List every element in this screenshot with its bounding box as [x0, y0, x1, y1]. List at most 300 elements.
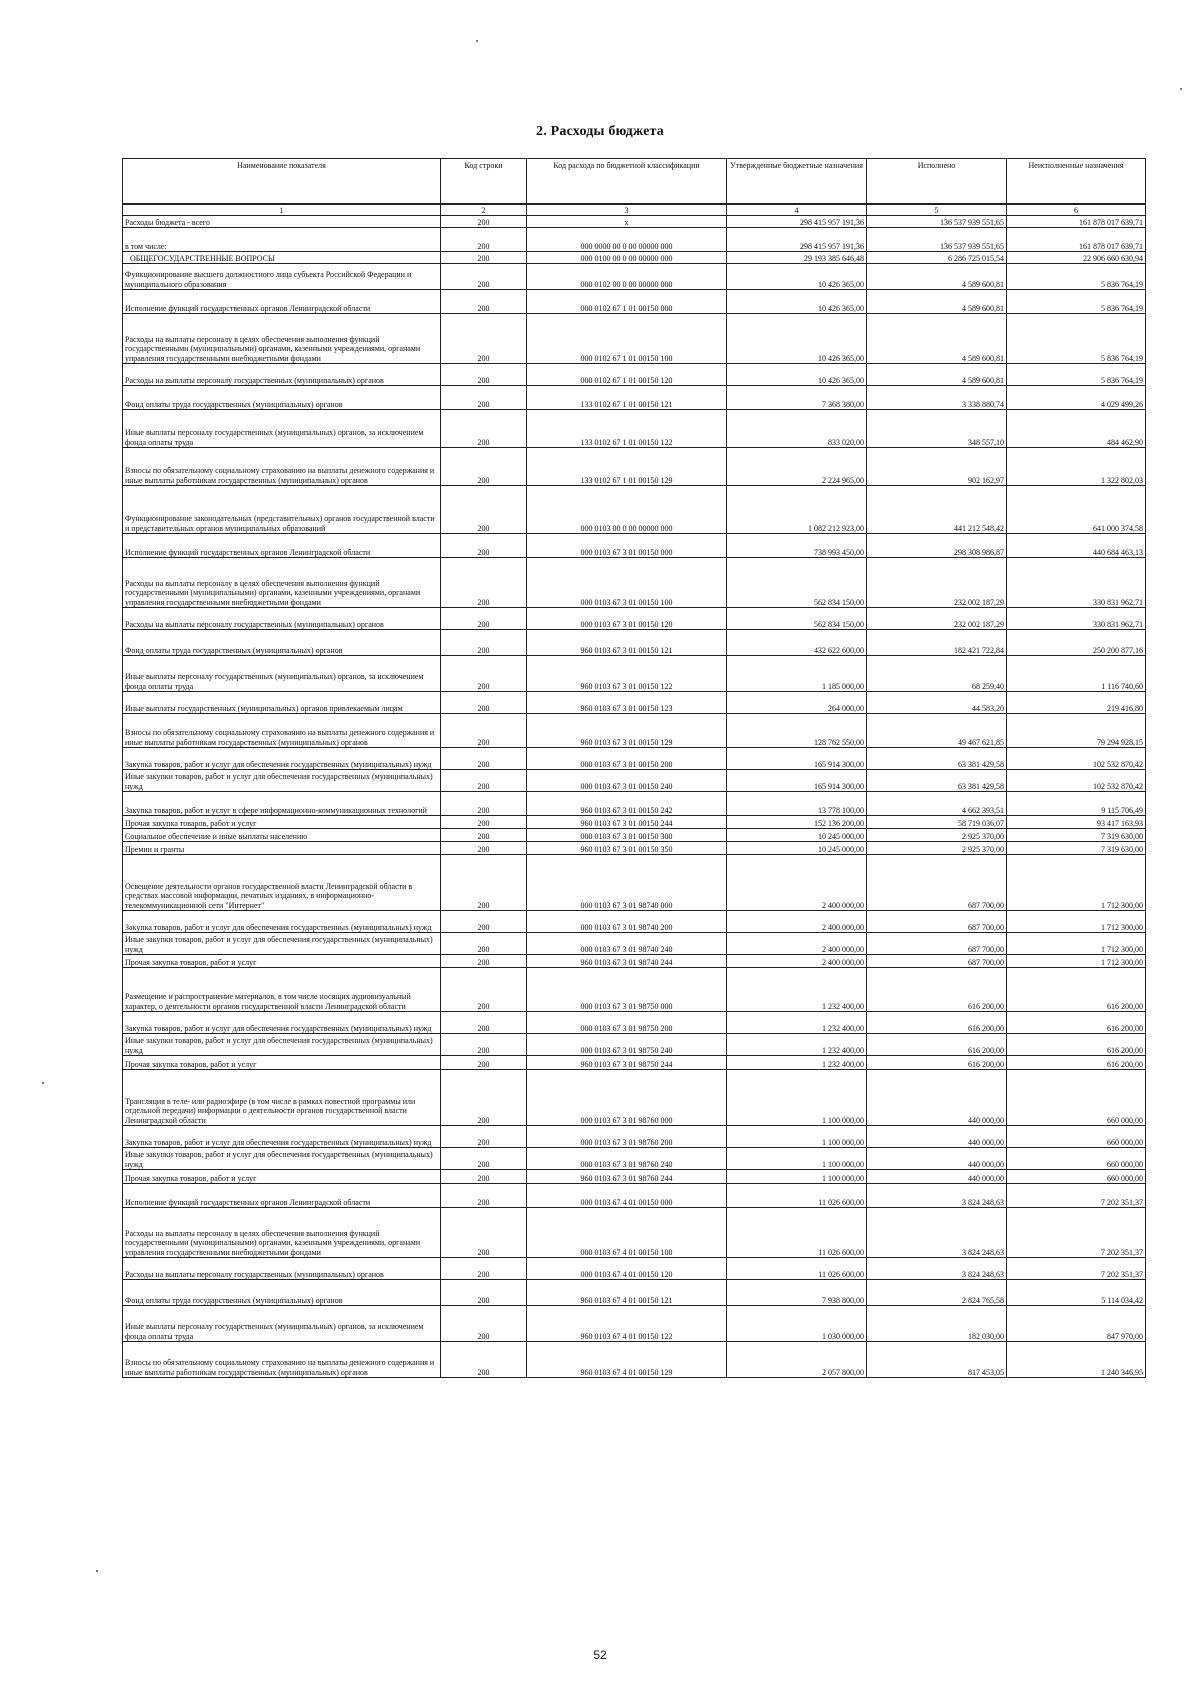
row-name: Иные выплаты персоналу государственных (муниципальных) органов, за исключением фонда оплаты труда	[123, 410, 441, 448]
row-unexecuted: 1 712 300,00	[1007, 855, 1146, 911]
table-row	[123, 608, 1146, 630]
row-unexecuted: 7 319 630,00	[1007, 829, 1146, 842]
row-classification-code: 960 0103 67 3 01 00150 242	[527, 792, 727, 816]
table-row	[123, 816, 1146, 829]
row-name: Иные выплаты государственных (муниципальных) органов привлекаемым лицам	[123, 692, 441, 714]
table-row	[123, 1342, 1146, 1378]
table-row	[123, 264, 1146, 290]
row-executed: 4 589 600,81	[867, 264, 1007, 290]
row-unexecuted: 9 115 706,49	[1007, 792, 1146, 816]
row-approved: 1 232 400,00	[727, 1012, 867, 1034]
table-row	[123, 1126, 1146, 1148]
row-executed: 4 662 393,51	[867, 792, 1007, 816]
table-row	[123, 911, 1146, 933]
row-line-code: 200	[441, 1056, 527, 1070]
row-approved: 833 020,00	[727, 410, 867, 448]
table-row	[123, 364, 1146, 386]
column-header-executed: Исполнено	[867, 159, 1007, 205]
row-line-code: 200	[441, 1280, 527, 1306]
row-line-code: 200	[441, 1184, 527, 1208]
row-executed: 687 700,00	[867, 911, 1007, 933]
row-approved: 11 026 600,00	[727, 1184, 867, 1208]
row-line-code: 200	[441, 816, 527, 829]
table-row	[123, 290, 1146, 314]
row-name: Иные закупки товаров, работ и услуг для обеспечения государственных (муниципальных) нужд	[123, 770, 441, 792]
row-executed: 63 381 429,58	[867, 770, 1007, 792]
row-unexecuted: 1 240 346,95	[1007, 1342, 1146, 1378]
row-name: Расходы бюджета - всего	[123, 216, 441, 228]
row-approved: 1 100 000,00	[727, 1070, 867, 1126]
row-approved: 562 834 150,00	[727, 608, 867, 630]
table-row	[123, 656, 1146, 692]
row-line-code: 200	[441, 216, 527, 228]
row-approved: 1 100 000,00	[727, 1148, 867, 1170]
row-line-code: 200	[441, 933, 527, 955]
table-header-row	[123, 159, 1146, 205]
row-executed: 3 824 248,63	[867, 1184, 1007, 1208]
row-name: Закупка товаров, работ и услуг для обеспечения государственных (муниципальных) нужд	[123, 1012, 441, 1034]
row-unexecuted: 7 202 351,37	[1007, 1258, 1146, 1280]
column-number-row	[123, 204, 1146, 216]
row-unexecuted: 641 000 374,58	[1007, 486, 1146, 534]
row-approved: 562 834 150,00	[727, 558, 867, 608]
row-executed: 440 000,00	[867, 1126, 1007, 1148]
row-line-code: 200	[441, 1012, 527, 1034]
row-classification-code: 960 0103 67 3 01 98750 244	[527, 1056, 727, 1070]
row-classification-code: 000 0103 67 3 01 00150 240	[527, 770, 727, 792]
row-name: Исполнение функций государственных органов Ленинградской области	[123, 534, 441, 558]
table-row	[123, 630, 1146, 656]
row-unexecuted: 93 417 163,93	[1007, 816, 1146, 829]
row-line-code: 200	[441, 252, 527, 264]
row-executed: 3 824 248,63	[867, 1258, 1007, 1280]
row-unexecuted: 7 202 351,37	[1007, 1208, 1146, 1258]
table-row	[123, 748, 1146, 770]
column-number: 3	[527, 204, 727, 216]
scan-speck	[42, 1082, 44, 1084]
row-classification-code: 000 0103 67 3 01 00150 200	[527, 748, 727, 770]
row-line-code: 200	[441, 290, 527, 314]
row-unexecuted: 616 200,00	[1007, 1034, 1146, 1056]
row-approved: 264 000,00	[727, 692, 867, 714]
row-unexecuted: 1 116 740,60	[1007, 656, 1146, 692]
table-row	[123, 770, 1146, 792]
table-row	[123, 252, 1146, 264]
row-classification-code: 000 0103 67 3 01 98740 240	[527, 933, 727, 955]
row-approved: 1 030 000,00	[727, 1306, 867, 1342]
row-line-code: 200	[441, 264, 527, 290]
column-header-name: Наименование показателя	[123, 159, 441, 205]
row-classification-code: 000 0103 67 3 01 98750 000	[527, 968, 727, 1012]
row-approved: 1 232 400,00	[727, 1056, 867, 1070]
row-approved: 7 368 380,00	[727, 386, 867, 410]
row-approved: 7 938 800,00	[727, 1280, 867, 1306]
row-classification-code: 960 0103 67 4 01 00150 121	[527, 1280, 727, 1306]
row-executed: 2 925 370,00	[867, 842, 1007, 855]
row-line-code: 200	[441, 410, 527, 448]
row-classification-code: 000 0103 67 3 01 00150 100	[527, 558, 727, 608]
row-approved: 2 224 965,00	[727, 448, 867, 486]
row-unexecuted: 7 202 351,37	[1007, 1184, 1146, 1208]
row-line-code: 200	[441, 855, 527, 911]
row-approved: 165 914 300,00	[727, 748, 867, 770]
column-header-classification-code: Код расхода по бюджетной классификации	[527, 159, 727, 205]
row-classification-code: 000 0000 00 0 00 00000 000	[527, 228, 727, 252]
row-name: Иные закупки товаров, работ и услуг для обеспечения государственных (муниципальных) нужд	[123, 1034, 441, 1056]
column-header-line-code: Код строки	[441, 159, 527, 205]
row-executed: 4 589 600,81	[867, 290, 1007, 314]
row-line-code: 200	[441, 630, 527, 656]
row-name: Исполнение функций государственных органов Ленинградской области	[123, 290, 441, 314]
row-classification-code: 000 0103 67 3 01 98750 240	[527, 1034, 727, 1056]
row-name: Фонд оплаты труда государственных (муниципальных) органов	[123, 630, 441, 656]
table-row	[123, 714, 1146, 748]
row-executed: 68 259,40	[867, 656, 1007, 692]
scan-speck	[1180, 88, 1182, 90]
table-row	[123, 692, 1146, 714]
row-unexecuted: 1 712 300,00	[1007, 911, 1146, 933]
table-row	[123, 855, 1146, 911]
table-row	[123, 1258, 1146, 1280]
row-approved: 738 993 450,00	[727, 534, 867, 558]
row-name: Расходы на выплаты персоналу государственных (муниципальных) органов	[123, 608, 441, 630]
table-row	[123, 1070, 1146, 1126]
row-executed: 687 700,00	[867, 955, 1007, 968]
row-classification-code: 000 0103 67 4 01 00150 100	[527, 1208, 727, 1258]
row-approved: 298 415 957 191,36	[727, 216, 867, 228]
row-classification-code: 133 0102 67 1 01 00150 129	[527, 448, 727, 486]
table-row	[123, 955, 1146, 968]
table-row	[123, 314, 1146, 364]
scan-speck	[476, 40, 478, 42]
row-approved: 11 026 600,00	[727, 1258, 867, 1280]
row-approved: 1 232 400,00	[727, 1034, 867, 1056]
row-classification-code: 960 0103 67 4 01 00150 122	[527, 1306, 727, 1342]
row-unexecuted: 5 836 764,19	[1007, 314, 1146, 364]
table-row	[123, 933, 1146, 955]
row-line-code: 200	[441, 968, 527, 1012]
row-classification-code: 960 0103 67 3 01 00150 122	[527, 656, 727, 692]
table-row	[123, 1184, 1146, 1208]
row-executed: 440 000,00	[867, 1070, 1007, 1126]
row-approved: 2 400 000,00	[727, 933, 867, 955]
row-approved: 13 778 100,00	[727, 792, 867, 816]
column-number: 2	[441, 204, 527, 216]
row-approved: 128 762 550,00	[727, 714, 867, 748]
row-executed: 136 537 939 551,65	[867, 216, 1007, 228]
row-unexecuted: 616 200,00	[1007, 1012, 1146, 1034]
row-executed: 3 338 880,74	[867, 386, 1007, 410]
row-classification-code: 000 0103 67 3 01 98760 200	[527, 1126, 727, 1148]
row-unexecuted: 5 114 034,42	[1007, 1280, 1146, 1306]
row-unexecuted: 1 322 802,03	[1007, 448, 1146, 486]
row-executed: 817 453,05	[867, 1342, 1007, 1378]
row-name: Иные выплаты персоналу государственных (муниципальных) органов, за исключением фонда оплаты труда	[123, 1306, 441, 1342]
row-unexecuted: 22 906 660 630,94	[1007, 252, 1146, 264]
row-classification-code: 960 0103 67 4 01 00150 129	[527, 1342, 727, 1378]
row-executed: 902 162,97	[867, 448, 1007, 486]
row-executed: 616 200,00	[867, 1056, 1007, 1070]
row-unexecuted: 1 712 300,00	[1007, 955, 1146, 968]
row-classification-code: 960 0103 67 3 01 98760 244	[527, 1170, 727, 1184]
page-title: 2. Расходы бюджета	[536, 124, 664, 139]
row-unexecuted: 219 416,80	[1007, 692, 1146, 714]
row-unexecuted: 5 836 764,19	[1007, 364, 1146, 386]
row-line-code: 200	[441, 792, 527, 816]
row-line-code: 200	[441, 486, 527, 534]
row-line-code: 200	[441, 314, 527, 364]
row-name: Расходы на выплаты персоналу государственных (муниципальных) органов	[123, 1258, 441, 1280]
row-name: Иные закупки товаров, работ и услуг для обеспечения государственных (муниципальных) нужд	[123, 1148, 441, 1170]
table-row	[123, 792, 1146, 816]
row-executed: 2 824 765,58	[867, 1280, 1007, 1306]
row-classification-code: 000 0103 67 3 01 00150 000	[527, 534, 727, 558]
row-unexecuted: 616 200,00	[1007, 968, 1146, 1012]
row-executed: 687 700,00	[867, 855, 1007, 911]
row-line-code: 200	[441, 1208, 527, 1258]
row-unexecuted: 161 878 017 639,71	[1007, 228, 1146, 252]
row-unexecuted: 847 970,00	[1007, 1306, 1146, 1342]
row-approved: 1 232 400,00	[727, 968, 867, 1012]
row-executed: 616 200,00	[867, 968, 1007, 1012]
row-line-code: 200	[441, 608, 527, 630]
row-line-code: 200	[441, 1306, 527, 1342]
row-classification-code: 960 0103 67 3 01 00150 121	[527, 630, 727, 656]
table-row	[123, 1208, 1146, 1258]
page-number: 52	[593, 1648, 607, 1662]
row-classification-code: 000 0103 67 4 01 00150 120	[527, 1258, 727, 1280]
row-unexecuted: 616 200,00	[1007, 1056, 1146, 1070]
table-row	[123, 1034, 1146, 1056]
row-unexecuted: 5 836 764,19	[1007, 290, 1146, 314]
row-classification-code: 000 0103 67 3 01 00150 120	[527, 608, 727, 630]
row-unexecuted: 1 712 300,00	[1007, 933, 1146, 955]
row-classification-code: 000 0103 00 0 00 00000 000	[527, 486, 727, 534]
table-row	[123, 1056, 1146, 1070]
table-row	[123, 1148, 1146, 1170]
table-row	[123, 968, 1146, 1012]
row-unexecuted: 7 319 630,00	[1007, 842, 1146, 855]
row-approved: 1 100 000,00	[727, 1126, 867, 1148]
row-unexecuted: 330 831 962,71	[1007, 558, 1146, 608]
table-row	[123, 1306, 1146, 1342]
row-approved: 152 136 200,00	[727, 816, 867, 829]
row-unexecuted: 660 000,00	[1007, 1126, 1146, 1148]
row-classification-code: 000 0102 67 1 01 00150 120	[527, 364, 727, 386]
row-approved: 10 245 000,00	[727, 842, 867, 855]
row-name: Освещение деятельности органов государственной власти Ленинградской области в средствах массовой информации, печатных изданиях, в информационно-телекоммуникационной сети "Интернет"	[123, 855, 441, 911]
column-number: 4	[727, 204, 867, 216]
row-executed: 348 557,10	[867, 410, 1007, 448]
row-executed: 63 381 429,58	[867, 748, 1007, 770]
row-classification-code: 000 0102 67 1 01 00150 100	[527, 314, 727, 364]
row-unexecuted: 660 000,00	[1007, 1070, 1146, 1126]
row-line-code: 200	[441, 911, 527, 933]
row-line-code: 200	[441, 534, 527, 558]
row-line-code: 200	[441, 748, 527, 770]
row-line-code: 200	[441, 448, 527, 486]
table-row	[123, 228, 1146, 252]
row-name: Функционирование высшего должностного лица субъекта Российской Федерации и муниципального образования	[123, 264, 441, 290]
row-approved: 10 426 365,00	[727, 364, 867, 386]
table-row	[123, 1280, 1146, 1306]
row-line-code: 200	[441, 714, 527, 748]
row-classification-code: 000 0100 00 0 00 00000 000	[527, 252, 727, 264]
row-classification-code: 000 0103 67 3 01 98760 000	[527, 1070, 727, 1126]
row-line-code: 200	[441, 1034, 527, 1056]
row-approved: 2 400 000,00	[727, 955, 867, 968]
row-executed: 440 000,00	[867, 1148, 1007, 1170]
row-line-code: 200	[441, 1070, 527, 1126]
row-name: Прочая закупка товаров, работ и услуг	[123, 955, 441, 968]
row-approved: 1 100 000,00	[727, 1170, 867, 1184]
scan-speck	[96, 1570, 98, 1572]
row-classification-code: 960 0103 67 3 01 00150 244	[527, 816, 727, 829]
row-approved: 29 193 385 646,48	[727, 252, 867, 264]
row-approved: 1 185 000,00	[727, 656, 867, 692]
row-classification-code: 960 0103 67 3 01 00150 129	[527, 714, 727, 748]
column-header-approved: Утвержденные бюджетные назначения	[727, 159, 867, 205]
row-name: Закупка товаров, работ и услуг в сфере информационно-коммуникационных технологий	[123, 792, 441, 816]
row-executed: 616 200,00	[867, 1034, 1007, 1056]
row-executed: 441 212 548,42	[867, 486, 1007, 534]
row-classification-code: 000 0102 67 1 01 00150 000	[527, 290, 727, 314]
column-header-unexecuted: Неисполненные назначения	[1007, 159, 1146, 205]
row-name: Закупка товаров, работ и услуг для обеспечения государственных (муниципальных) нужд	[123, 1126, 441, 1148]
row-approved: 298 415 957 191,36	[727, 228, 867, 252]
row-executed: 4 589 600,81	[867, 314, 1007, 364]
row-classification-code: 000 0103 67 4 01 00150 000	[527, 1184, 727, 1208]
row-approved: 2 400 000,00	[727, 911, 867, 933]
table-row	[123, 410, 1146, 448]
row-name: Прочая закупка товаров, работ и услуг	[123, 816, 441, 829]
row-executed: 616 200,00	[867, 1012, 1007, 1034]
row-classification-code: 000 0103 67 3 01 98760 240	[527, 1148, 727, 1170]
row-classification-code: 133 0102 67 1 01 00150 122	[527, 410, 727, 448]
table-row	[123, 1170, 1146, 1184]
row-approved: 10 426 365,00	[727, 290, 867, 314]
row-line-code: 200	[441, 558, 527, 608]
row-executed: 182 421 722,84	[867, 630, 1007, 656]
row-line-code: 200	[441, 829, 527, 842]
row-unexecuted: 4 029 499,26	[1007, 386, 1146, 410]
row-name: Иные выплаты персоналу государственных (муниципальных) органов, за исключением фонда оплаты труда	[123, 656, 441, 692]
row-name: Прочая закупка товаров, работ и услуг	[123, 1056, 441, 1070]
row-name: Прочая закупка товаров, работ и услуг	[123, 1170, 441, 1184]
row-unexecuted: 660 000,00	[1007, 1148, 1146, 1170]
row-line-code: 200	[441, 842, 527, 855]
row-unexecuted: 79 294 928,15	[1007, 714, 1146, 748]
table-row	[123, 534, 1146, 558]
row-name: Взносы по обязательному социальному страхованию на выплаты денежного содержания и иные выплаты работникам государственных (муниципальных) органов	[123, 1342, 441, 1378]
row-approved: 2 400 000,00	[727, 855, 867, 911]
row-name: Расходы на выплаты персоналу государственных (муниципальных) органов	[123, 364, 441, 386]
table-row	[123, 386, 1146, 410]
row-executed: 44 583,20	[867, 692, 1007, 714]
row-name: Иные закупки товаров, работ и услуг для обеспечения государственных (муниципальных) нужд	[123, 933, 441, 955]
row-classification-code: 000 0103 67 3 01 98740 200	[527, 911, 727, 933]
row-classification-code: 000 0103 67 3 01 98750 200	[527, 1012, 727, 1034]
row-executed: 6 286 725 015,54	[867, 252, 1007, 264]
table-row	[123, 1012, 1146, 1034]
row-unexecuted: 484 462,90	[1007, 410, 1146, 448]
row-line-code: 200	[441, 364, 527, 386]
row-executed: 58 719 036,07	[867, 816, 1007, 829]
row-unexecuted: 250 200 877,16	[1007, 630, 1146, 656]
row-executed: 440 000,00	[867, 1170, 1007, 1184]
row-executed: 232 002 187,29	[867, 608, 1007, 630]
row-approved: 10 426 365,00	[727, 264, 867, 290]
row-name: Премии и гранты	[123, 842, 441, 855]
row-line-code: 200	[441, 955, 527, 968]
row-name: Расходы на выплаты персоналу в целях обеспечения выполнения функций государственными (муниципальными) органами, казенными учреждениями, органами управления государственными внебюджетными фондами	[123, 558, 441, 608]
row-executed: 4 589 600,81	[867, 364, 1007, 386]
row-name: Функционирование законодательных (представительных) органов государственной власти и представительных органов муниципальных образований	[123, 486, 441, 534]
row-approved: 165 914 300,00	[727, 770, 867, 792]
row-name: Фонд оплаты труда государственных (муниципальных) органов	[123, 1280, 441, 1306]
row-classification-code: 000 0102 00 0 00 00000 000	[527, 264, 727, 290]
table-row	[123, 829, 1146, 842]
row-unexecuted: 440 684 463,13	[1007, 534, 1146, 558]
row-name: Фонд оплаты труда государственных (муниципальных) органов	[123, 386, 441, 410]
row-line-code: 200	[441, 1148, 527, 1170]
row-name: Социальное обеспечение и иные выплаты населению	[123, 829, 441, 842]
row-name: Расходы на выплаты персоналу в целях обеспечения выполнения функций государственными (муниципальными) органами, казенными учреждениями, органами управления государственными внебюджетными фондами	[123, 314, 441, 364]
row-line-code: 200	[441, 692, 527, 714]
row-executed: 232 002 187,29	[867, 558, 1007, 608]
row-classification-code: 960 0103 67 3 01 00150 123	[527, 692, 727, 714]
row-classification-code: 960 0103 67 3 01 00150 350	[527, 842, 727, 855]
row-executed: 3 824 248,63	[867, 1208, 1007, 1258]
row-executed: 182 030,00	[867, 1306, 1007, 1342]
table-row	[123, 216, 1146, 228]
row-name: ОБЩЕГОСУДАРСТВЕННЫЕ ВОПРОСЫ	[123, 252, 441, 264]
row-line-code: 200	[441, 386, 527, 410]
row-unexecuted: 5 836 764,19	[1007, 264, 1146, 290]
row-name: Размещение и распространение материалов, в том числе носящих аудиовизуальный характер, о деятельности органов государственной власти Ленинградской области	[123, 968, 441, 1012]
row-approved: 2 057 800,00	[727, 1342, 867, 1378]
row-line-code: 200	[441, 1342, 527, 1378]
row-classification-code: x	[527, 216, 727, 228]
column-number: 6	[1007, 204, 1146, 216]
row-classification-code: 960 0103 67 3 01 98740 244	[527, 955, 727, 968]
row-approved: 11 026 600,00	[727, 1208, 867, 1258]
row-approved: 1 082 212 923,00	[727, 486, 867, 534]
column-number: 5	[867, 204, 1007, 216]
row-unexecuted: 102 532 870,42	[1007, 770, 1146, 792]
row-line-code: 200	[441, 1126, 527, 1148]
row-line-code: 200	[441, 1258, 527, 1280]
row-unexecuted: 102 532 870,42	[1007, 748, 1146, 770]
row-classification-code: 000 0103 67 3 01 98740 000	[527, 855, 727, 911]
row-line-code: 200	[441, 228, 527, 252]
column-number: 1	[123, 204, 441, 216]
table-row	[123, 558, 1146, 608]
row-unexecuted: 330 831 962,71	[1007, 608, 1146, 630]
row-name: Расходы на выплаты персоналу в целях обеспечения выполнения функций государственными (муниципальными) органами, казенными учреждениями, органами управления государственными внебюджетными фондами	[123, 1208, 441, 1258]
row-name: Исполнение функций государственных органов Ленинградской области	[123, 1184, 441, 1208]
row-name: Взносы по обязательному социальному страхованию на выплаты денежного содержания и иные выплаты работникам государственных (муниципальных) органов	[123, 448, 441, 486]
expenditure-table	[122, 158, 1146, 1378]
row-name: Взносы по обязательному социальному страхованию на выплаты денежного содержания и иные выплаты работникам государственных (муниципальных) органов	[123, 714, 441, 748]
row-approved: 432 622 600,00	[727, 630, 867, 656]
row-name: Трансляция в теле- или радиоэфире (в том числе в рамках повестной программы или отдельной передачи) информации о деятельности органов государственной власти Ленинградской области	[123, 1070, 441, 1126]
table-row	[123, 842, 1146, 855]
row-executed: 298 308 986,87	[867, 534, 1007, 558]
row-name: Закупка товаров, работ и услуг для обеспечения государственных (муниципальных) нужд	[123, 911, 441, 933]
row-approved: 10 245 000,00	[727, 829, 867, 842]
table-row	[123, 448, 1146, 486]
